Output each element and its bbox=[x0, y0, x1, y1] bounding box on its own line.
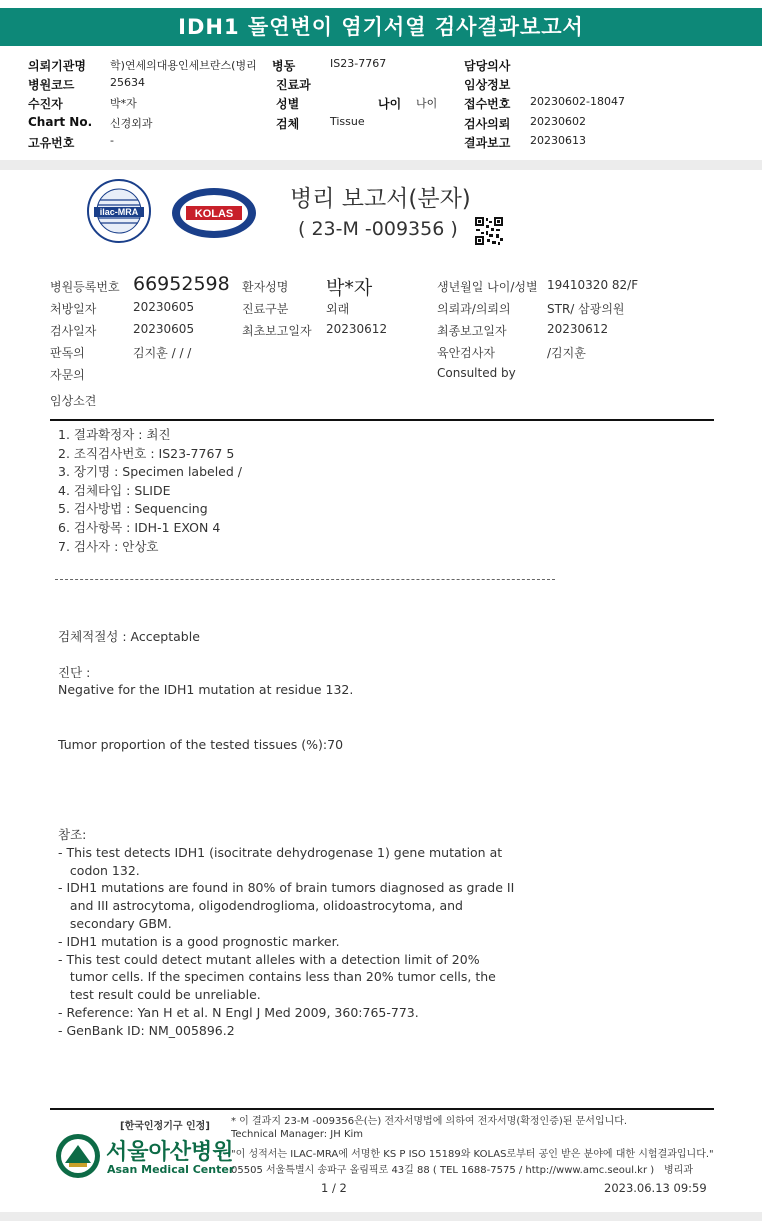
label-result-report: 결과보고 bbox=[464, 136, 511, 150]
reference-line: codon 132. bbox=[58, 862, 140, 878]
label-visit-type: 진료구분 bbox=[242, 302, 289, 316]
technical-manager: Technical Manager: JH Kim bbox=[231, 1129, 364, 1140]
label-clinical-findings: 임상소견 bbox=[50, 394, 97, 408]
reference-line: - This test could detect mutant alleles with a detection limit of 20% bbox=[58, 951, 480, 967]
hospital-address: 05505 서울특별시 송파구 올림픽로 43길 88 ( TEL 1688-7575 / http://www.amc.seoul.kr ) bbox=[231, 1165, 655, 1176]
label-order-date: 처방일자 bbox=[50, 302, 97, 316]
label-hospital-code: 병원코드 bbox=[28, 78, 75, 92]
content-divider bbox=[50, 419, 714, 421]
list-item: 4. 검체타입 : SLIDE bbox=[58, 482, 171, 498]
reference-line: - Reference: Yan H et al. N Engl J Med 2009, 360:765-773. bbox=[58, 1004, 419, 1020]
value-specimen: Tissue bbox=[330, 115, 365, 128]
svg-text:KOLAS: KOLAS bbox=[194, 208, 234, 220]
reference-label: 참조: bbox=[58, 827, 87, 842]
ilac-mra-logo bbox=[86, 178, 152, 244]
diagnosis-label: 진단 : bbox=[58, 665, 91, 680]
page-number: 1 / 2 bbox=[321, 1181, 347, 1195]
value-receipt-no: 20230602-18047 bbox=[530, 95, 625, 108]
footer-divider bbox=[50, 1108, 714, 1110]
report-title: IDH1 돌연변이 염기서열 검사결과보고서 bbox=[178, 15, 584, 39]
result-item-list bbox=[58, 426, 242, 556]
specimen-adequacy: 검체적절성 : Acceptable bbox=[58, 629, 200, 644]
reference-line: tumor cells. If the specimen contains less than 20% tumor cells, the bbox=[58, 969, 496, 985]
list-item: 5. 검사방법 : Sequencing bbox=[58, 501, 208, 517]
value-test-date: 20230605 bbox=[133, 322, 195, 336]
label-ward: 병동 bbox=[272, 59, 296, 73]
value-final-report: 20230612 bbox=[547, 322, 609, 336]
label-consultant: 자문의 bbox=[50, 368, 85, 382]
reference-line: secondary GBM. bbox=[58, 915, 172, 931]
value-chart-no: 신경외과 bbox=[110, 117, 153, 130]
label-institution: 의뢰기관명 bbox=[28, 59, 86, 73]
print-datetime: 2023.06.13 09:59 bbox=[604, 1181, 707, 1195]
label-final-report: 최종보고일자 bbox=[437, 324, 507, 338]
diagnosis-text: Negative for the IDH1 mutation at residue 132. bbox=[58, 682, 354, 697]
label-reg-no: 병원등록번호 bbox=[50, 280, 120, 294]
value-first-report: 20230612 bbox=[326, 322, 388, 336]
value-reg-no: 66952598 bbox=[133, 273, 230, 295]
reference-line: - This test detects IDH1 (isocitrate dehydrogenase 1) gene mutation at bbox=[58, 844, 503, 860]
tumor-proportion: Tumor proportion of the tested tissues (%):70 bbox=[58, 737, 344, 752]
value-hospital-code: 25634 bbox=[110, 76, 145, 89]
reference-line: test result could be unreliable. bbox=[58, 987, 261, 1003]
label-test-date: 검사일자 bbox=[50, 324, 97, 338]
value-result-report: 20230613 bbox=[530, 134, 586, 147]
list-item: 6. 검사항목 : IDH-1 EXON 4 bbox=[58, 519, 221, 535]
reference-line: - IDH1 mutations are found in 80% of brain tumors diagnosed as grade II bbox=[58, 880, 515, 896]
label-patient-name: 환자성명 bbox=[242, 280, 289, 294]
reference-line: and III astrocytoma, oligodendroglioma, olidoastrocytoma, and bbox=[58, 898, 463, 914]
label-request-date: 검사의뢰 bbox=[464, 117, 511, 131]
label-ref-dept: 의뢰과/의뢰의 bbox=[437, 302, 511, 316]
value-patient: 박*자 bbox=[110, 97, 137, 110]
dashed-divider bbox=[55, 579, 555, 580]
value-reader: 김지훈 / / / bbox=[133, 346, 192, 360]
label-birth-age-sex: 생년월일 나이/성별 bbox=[437, 280, 538, 294]
department-name: 병리과 bbox=[664, 1165, 693, 1176]
accreditation-label: [한국인정기구 인정] bbox=[120, 1121, 210, 1132]
label-gross-examiner: 육안검사자 bbox=[437, 346, 495, 360]
list-item: 2. 조직검사번호 : IS23-7767 5 bbox=[58, 445, 235, 461]
value-ward: IS23-7767 bbox=[330, 57, 387, 70]
value-visit-type: 외래 bbox=[326, 302, 350, 316]
e-signature-note: * 이 결과지 23-M -009356은(는) 전자서명법에 의하여 전자서명(확정인증)된 문서입니다. bbox=[231, 1116, 628, 1127]
reference-line: - IDH1 mutation is a good prognostic marker. bbox=[58, 933, 340, 949]
label-reader: 판독의 bbox=[50, 346, 85, 360]
value-patient-name: 박*자 bbox=[326, 277, 373, 299]
label-receipt-no: 접수번호 bbox=[464, 97, 511, 111]
header-info bbox=[0, 48, 762, 160]
reference-line: - GenBank ID: NM_005896.2 bbox=[58, 1022, 235, 1038]
value-birth-age-sex: 19410320 82/F bbox=[547, 278, 639, 292]
label-department: 진료과 bbox=[276, 78, 311, 92]
label-specimen: 검체 bbox=[276, 117, 300, 131]
list-item: 3. 장기명 : Specimen labeled / bbox=[58, 464, 242, 480]
list-item: 1. 결과확정자 : 최진 bbox=[58, 427, 171, 442]
value-ref-dept: STR/ 삼광의원 bbox=[547, 302, 625, 316]
list-item: 7. 검사자 : 안상호 bbox=[58, 538, 159, 554]
label-consulted-by: Consulted by bbox=[437, 366, 516, 380]
value-request-date: 20230602 bbox=[530, 115, 586, 128]
label-sex: 성별 bbox=[276, 97, 300, 111]
label-age: 나이 bbox=[378, 97, 402, 111]
label-clinical-info: 임상정보 bbox=[464, 78, 511, 92]
label-doctor: 담당의사 bbox=[464, 59, 511, 73]
asan-medical-center-logo-icon bbox=[55, 1133, 101, 1179]
label-chart-no: Chart No. bbox=[28, 115, 93, 129]
label-patient: 수진자 bbox=[28, 97, 63, 111]
reference-notes bbox=[58, 826, 514, 1040]
value-unique-no: - bbox=[110, 134, 114, 147]
bottom-gray-bar bbox=[0, 1212, 762, 1221]
value-institution: 학)연세의대용인세브란스(병리 bbox=[110, 59, 257, 72]
value-age: 나이 bbox=[416, 97, 438, 110]
accreditation-note: "이 성적서는 ILAC-MRA에 서명한 KS P ISO 15189와 KOLAS로부터 공인 받은 분야에 대한 시험결과입니다." bbox=[231, 1149, 714, 1160]
label-unique-no: 고유번호 bbox=[28, 136, 75, 150]
qr-code-icon bbox=[474, 216, 504, 246]
section-divider bbox=[0, 160, 762, 170]
hospital-name-en: Asan Medical Center bbox=[107, 1163, 235, 1176]
label-first-report: 최초보고일자 bbox=[242, 324, 312, 338]
kolas-logo bbox=[170, 186, 258, 240]
value-gross-examiner: /김지훈 bbox=[547, 346, 586, 360]
report-title-bar bbox=[0, 8, 762, 46]
value-order-date: 20230605 bbox=[133, 300, 195, 314]
report-heading: 병리 보고서(분자) bbox=[290, 186, 471, 212]
document-number: ( 23-M -009356 ) bbox=[298, 218, 458, 240]
svg-text:ilac-MRA: ilac-MRA bbox=[99, 207, 139, 217]
hospital-name: 서울아산병원 bbox=[106, 1140, 234, 1165]
